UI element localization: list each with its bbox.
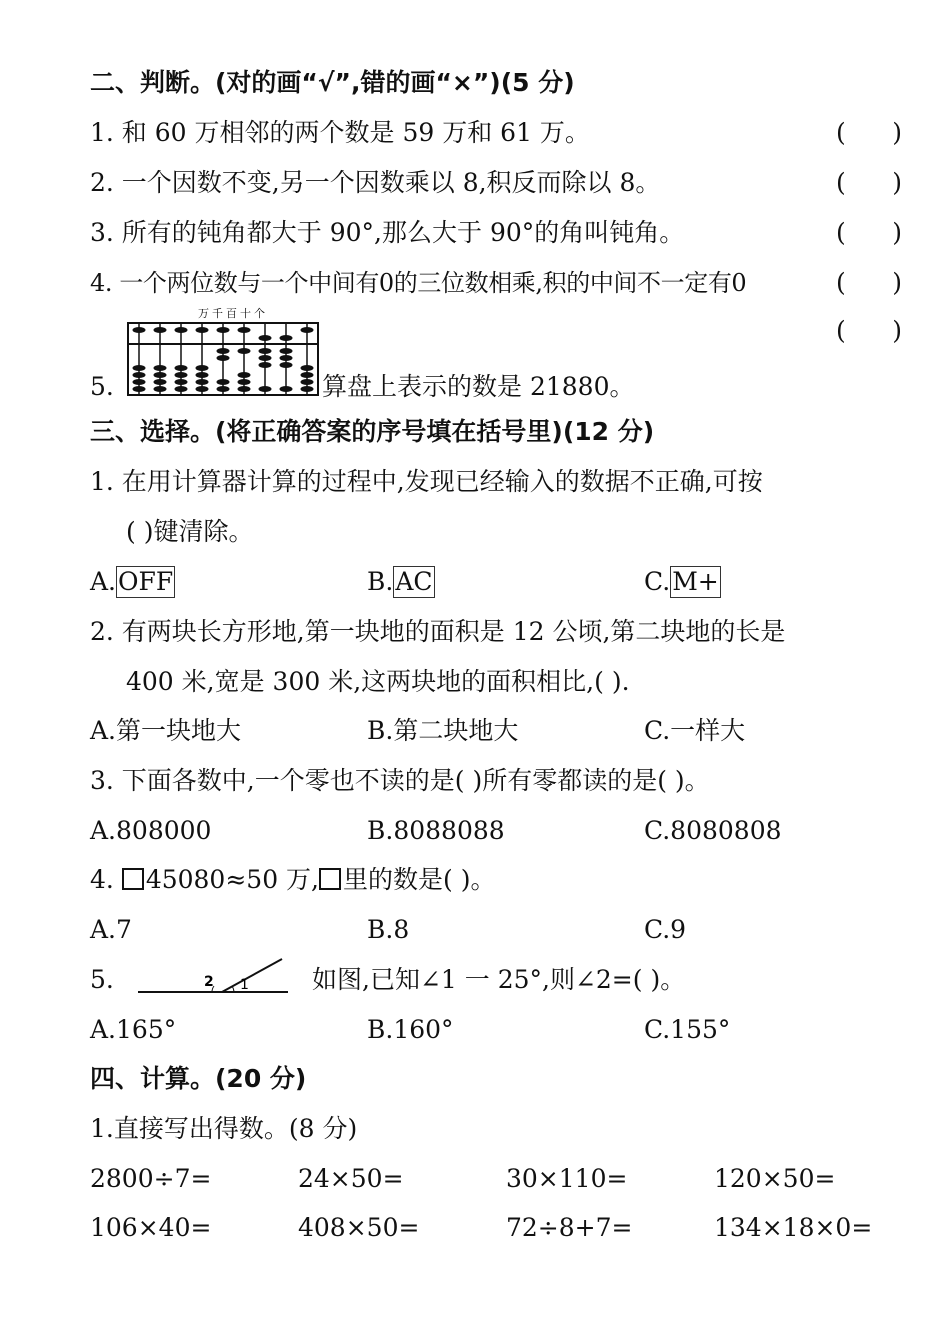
abacus-bead: [301, 379, 314, 385]
abacus-bead: [280, 348, 293, 354]
abacus-bead: [133, 372, 146, 378]
abacus-bead: [217, 355, 230, 361]
section4-sub1: 1.直接写出得数。(8 分): [90, 1114, 358, 1143]
judge-item-3: 3. 所有的钝角都大于 90°,那么大于 90°的角叫钝角。: [90, 218, 685, 247]
abacus-bead: [238, 327, 251, 333]
abacus-bead: [238, 386, 251, 392]
abacus-bead: [280, 362, 293, 368]
q1-option-b[interactable]: B.AC: [367, 567, 433, 596]
abacus-bead: [217, 327, 230, 333]
abacus-place-labels: 万千百十个: [198, 307, 268, 320]
ac-key: AC: [395, 567, 433, 596]
abacus-bead: [217, 386, 230, 392]
section3-title: 三、选择。(将正确答案的序号填在括号里)(12 分): [90, 417, 655, 446]
q5-option-c[interactable]: C.155°: [644, 1015, 731, 1044]
abacus-bead: [280, 386, 293, 392]
judge-item-1: 1. 和 60 万相邻的两个数是 59 万和 61 万。: [90, 118, 590, 147]
abacus-bead: [301, 365, 314, 371]
choice-q3: 3. 下面各数中,一个零也不读的是( )所有零都读的是( )。: [90, 766, 710, 795]
choice-q2-line2: 400 米,宽是 300 米,这两块地的面积相比,( ).: [126, 667, 630, 696]
judge-item-4: 4. 一个两位数与一个中间有0的三位数相乘,积的中间不一定有0: [90, 269, 747, 297]
m-plus-key: M+: [672, 567, 719, 596]
abacus-bead: [196, 365, 209, 371]
abacus-bead: [301, 372, 314, 378]
q5-option-a[interactable]: A.165°: [90, 1015, 177, 1044]
choice-q5-text: 如图,已知∠1 一 25°,则∠2=( )。: [312, 965, 686, 994]
abacus-bead: [280, 335, 293, 341]
choice-q5-number: 5.: [90, 965, 114, 994]
abacus-bead: [154, 327, 167, 333]
abacus-bead: [259, 362, 272, 368]
calc-item: 106×40=: [90, 1213, 212, 1242]
abacus-bead: [196, 379, 209, 385]
calc-item: 30×110=: [506, 1164, 628, 1193]
abacus-bead: [301, 327, 314, 333]
abacus-bead: [175, 372, 188, 378]
calc-item: 72÷8+7=: [506, 1213, 633, 1242]
abacus-bead: [154, 372, 167, 378]
abacus-bead: [133, 365, 146, 371]
q4-option-b[interactable]: B.8: [367, 915, 410, 944]
q2-option-c[interactable]: C.一样大: [644, 716, 746, 745]
answer-paren-4[interactable]: ( ): [836, 268, 902, 297]
q3-option-a[interactable]: A.808000: [90, 816, 212, 845]
calc-item: 134×18×0=: [714, 1213, 873, 1242]
answer-paren-2[interactable]: ( ): [836, 168, 902, 197]
angle-diagram: [136, 956, 290, 996]
abacus-bead: [259, 335, 272, 341]
judge-item-5-number: 5.: [90, 372, 114, 401]
q4-option-c[interactable]: C.9: [644, 915, 687, 944]
q3-option-b[interactable]: B.8088088: [367, 816, 505, 845]
off-key: OFF: [118, 567, 174, 596]
angle-2-label: 2: [204, 974, 214, 990]
abacus-bead: [259, 348, 272, 354]
abacus-bead: [175, 365, 188, 371]
abacus-bead: [175, 386, 188, 392]
q1-option-c[interactable]: C.M+: [644, 567, 719, 596]
calc-item: 24×50=: [298, 1164, 404, 1193]
section2-title: 二、判断。(对的画“√”,错的画“×”)(5 分): [90, 68, 575, 97]
calc-item: 2800÷7=: [90, 1164, 212, 1193]
abacus-bead: [196, 386, 209, 392]
abacus-bead: [154, 365, 167, 371]
abacus-bead: [238, 372, 251, 378]
q5-option-b[interactable]: B.160°: [367, 1015, 454, 1044]
abacus-bead: [133, 386, 146, 392]
q3-option-c[interactable]: C.8080808: [644, 816, 782, 845]
abacus-bead: [217, 348, 230, 354]
abacus-bead: [196, 327, 209, 333]
abacus-bead: [133, 379, 146, 385]
abacus-image: [127, 322, 319, 396]
abacus-bead: [238, 348, 251, 354]
choice-q4: 4. 45080≈50 万, 里的数是( )。: [90, 865, 496, 894]
blank-box[interactable]: [319, 868, 341, 890]
answer-paren-3[interactable]: ( ): [836, 218, 902, 247]
abacus-bead: [196, 372, 209, 378]
choice-q2-line1: 2. 有两块长方形地,第一块地的面积是 12 公顷,第二块地的长是: [90, 617, 786, 646]
abacus-bead: [133, 327, 146, 333]
abacus-bead: [280, 355, 293, 361]
calc-item: 120×50=: [714, 1164, 836, 1193]
judge-item-2: 2. 一个因数不变,另一个因数乘以 8,积反而除以 8。: [90, 168, 661, 197]
abacus-bead: [259, 355, 272, 361]
answer-paren-5[interactable]: ( ): [836, 316, 902, 345]
angle-1-label: 1: [240, 977, 249, 993]
q2-option-b[interactable]: B.第二块地大: [367, 716, 519, 745]
abacus-bead: [301, 386, 314, 392]
abacus-bead: [154, 379, 167, 385]
q4-option-a[interactable]: A.7: [90, 915, 132, 944]
section4-title: 四、计算。(20 分): [90, 1064, 307, 1093]
abacus-bead: [175, 379, 188, 385]
q1-option-a[interactable]: A.OFF: [90, 567, 174, 596]
choice-q1-line2: ( )键清除。: [126, 517, 254, 546]
abacus-bead: [154, 386, 167, 392]
abacus-bead: [238, 379, 251, 385]
choice-q1-line1: 1. 在用计算器计算的过程中,发现已经输入的数据不正确,可按: [90, 467, 763, 496]
abacus-bead: [217, 379, 230, 385]
answer-paren-1[interactable]: ( ): [836, 118, 902, 147]
q2-option-a[interactable]: A.第一块地大: [90, 716, 242, 745]
abacus-bead: [175, 327, 188, 333]
abacus-bead: [259, 386, 272, 392]
calc-item: 408×50=: [298, 1213, 420, 1242]
blank-box[interactable]: [122, 868, 144, 890]
judge-item-5-text: 算盘上表示的数是 21880。: [322, 372, 635, 401]
